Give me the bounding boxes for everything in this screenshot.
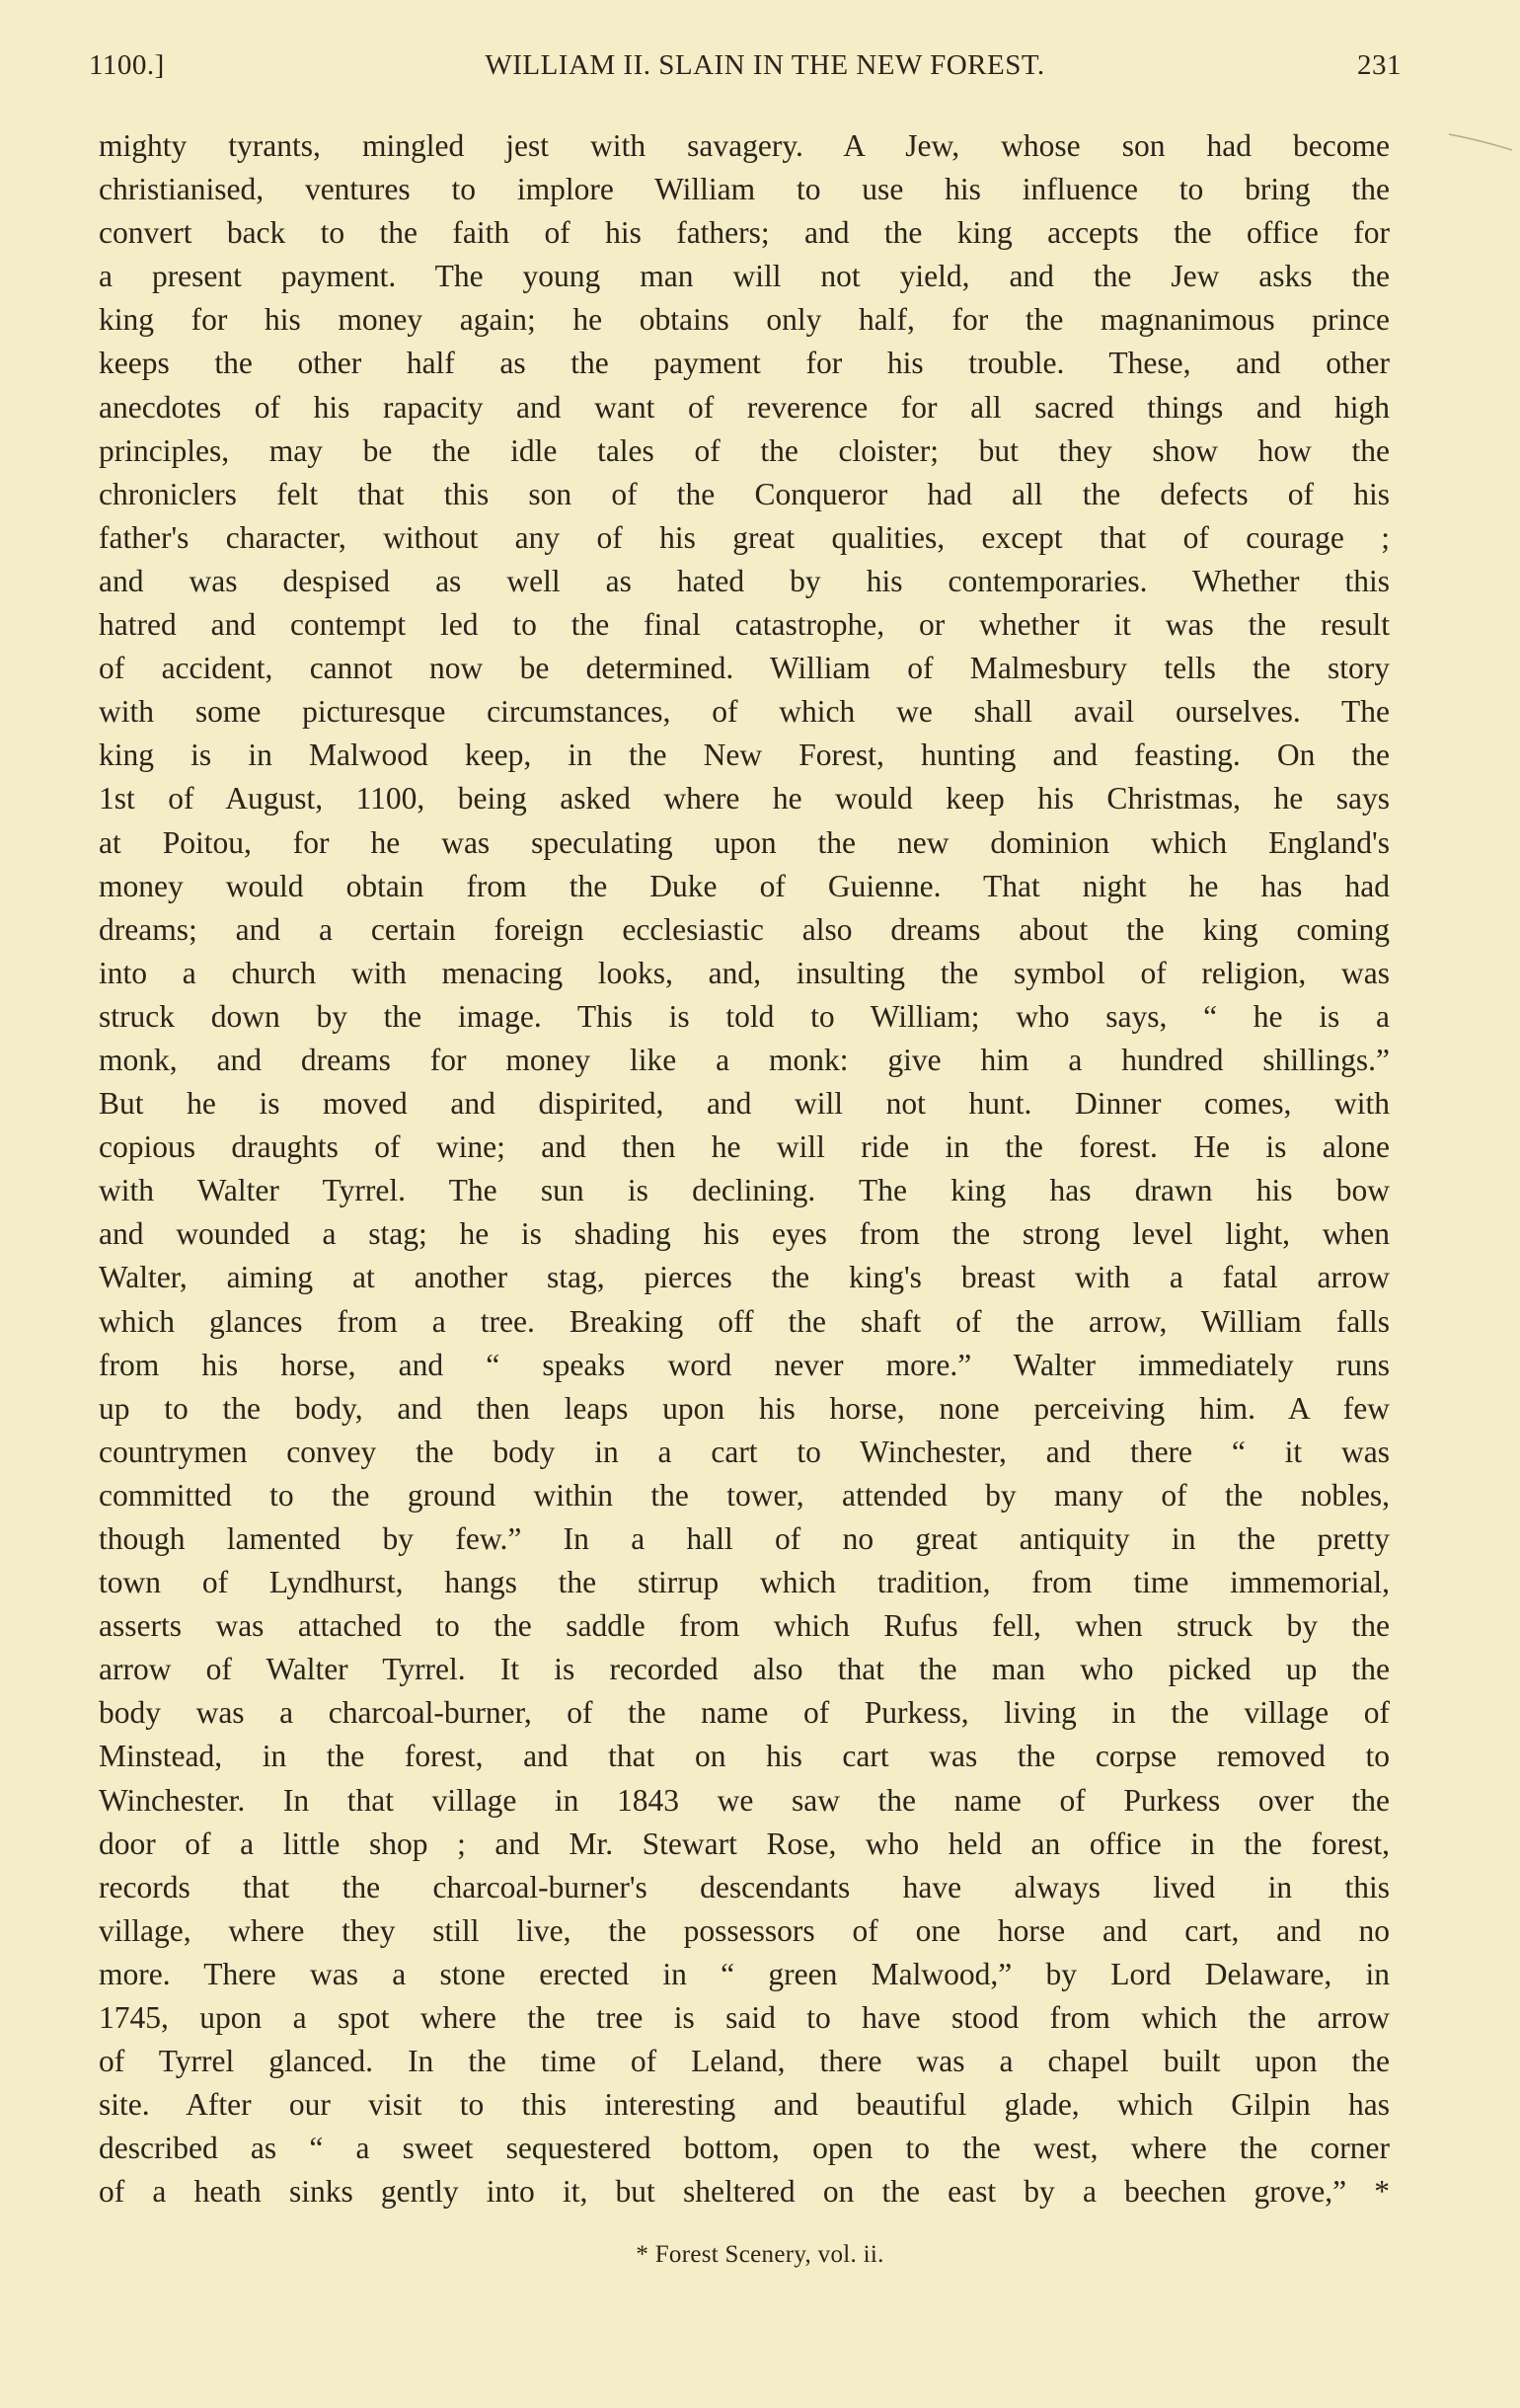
text-line: village, where they still live, the possessors of one horse and cart, and no [99,1912,1390,1948]
text-line: copious draughts of wine; and then he will ride in the forest. He is alone [99,1129,1390,1165]
text-line: with Walter Tyrrel. The sun is declining. The king has drawn his bow [99,1173,1390,1208]
text-line: struck down by the image. This is told to William; who says, “ he is a [99,998,1390,1034]
text-line: described as “ a sweet sequestered bottom, open to the west, where the corner [99,2131,1390,2166]
text-line: 1745, upon a spot where the tree is said to have stood from which the arrow [99,2000,1390,2036]
text-line: But he is moved and dispirited, and will not hunt. Dinner comes, with [99,1086,1390,1122]
text-line: committed to the ground within the tower, attended by many of the nobles, [99,1477,1390,1513]
page-number: 231 [1357,49,1402,81]
text-line: and wounded a stag; he is shading his eyes from the strong level light, when [99,1216,1390,1252]
text-line: dreams; and a certain foreign ecclesiastic also dreams about the king coming [99,911,1390,947]
text-line: father's character, without any of his great qualities, except that of courage ; [99,519,1390,555]
header-date: 1100.] [89,49,165,81]
text-line: a present payment. The young man will not yield, and the Jew asks the [99,259,1390,294]
text-line: hatred and contempt led to the final catastrophe, or whether it was the result [99,607,1390,643]
text-line: countrymen convey the body in a cart to Winchester, and there “ it was [99,1434,1390,1469]
text-line: king for his money again; he obtains only half, for the magnanimous prince [99,302,1390,338]
text-line: site. After our visit to this interesting and beautiful glade, which Gilpin has [99,2087,1390,2123]
text-line: arrow of Walter Tyrrel. It is recorded also that the man who picked up the [99,1652,1390,1687]
text-line: up to the body, and then leaps upon his horse, none perceiving him. A few [99,1390,1390,1426]
text-line: town of Lyndhurst, hangs the stirrup which tradition, from time immemorial, [99,1565,1390,1600]
text-line: of Tyrrel glanced. In the time of Leland, there was a chapel built upon the [99,2044,1390,2079]
text-line: money would obtain from the Duke of Guienne. That night he has had [99,868,1390,903]
body-text [99,124,1390,2214]
text-line: christianised, ventures to implore William to use his influence to bring the [99,172,1390,207]
text-line: Walter, aiming at another stag, pierces the king's breast with a fatal arrow [99,1260,1390,1295]
text-line: anecdotes of his rapacity and want of reverence for all sacred things and high [99,389,1390,425]
footnote: * Forest Scenery, vol. ii. [636,2241,884,2268]
text-line: with some picturesque circumstances, of which we shall avail ourselves. The [99,694,1390,730]
text-line: at Poitou, for he was speculating upon the new dominion which England's [99,824,1390,860]
text-line: king is in Malwood keep, in the New Forest, hunting and feasting. On the [99,738,1390,773]
text-line: keeps the other half as the payment for his trouble. These, and other [99,346,1390,381]
text-line: records that the charcoal-burner's descendants have always lived in this [99,1869,1390,1904]
text-line: from his horse, and “ speaks word never more.” Walter immediately runs [99,1347,1390,1382]
text-line: though lamented by few.” In a hall of no great antiquity in the pretty [99,1521,1390,1556]
text-line: into a church with menacing looks, and, insulting the symbol of religion, was [99,955,1390,990]
text-line: Minstead, in the forest, and that on his cart was the corpse removed to [99,1739,1390,1774]
text-line: principles, may be the idle tales of the cloister; but they show how the [99,432,1390,468]
chapter-title: WILLIAM II. SLAIN IN THE NEW FOREST. [485,49,1045,81]
text-line: asserts was attached to the saddle from which Rufus fell, when struck by the [99,1608,1390,1644]
text-line: more. There was a stone erected in “ green Malwood,” by Lord Delaware, in [99,1956,1390,1991]
text-line: of accident, cannot now be determined. William of Malmesbury tells the story [99,651,1390,686]
text-line: monk, and dreams for money like a monk: give him a hundred shillings.” [99,1042,1390,1077]
text-line: of a heath sinks gently into it, but sheltered on the east by a beechen grove,” * [99,2174,1390,2210]
text-line: body was a charcoal-burner, of the name of Purkess, living in the village of [99,1695,1390,1731]
running-head [89,49,1402,93]
margin-mark-icon [1441,126,1520,156]
text-line: 1st of August, 1100, being asked where he would keep his Christmas, he says [99,781,1390,816]
text-line: chroniclers felt that this son of the Conqueror had all the defects of his [99,476,1390,511]
text-line: and was despised as well as hated by his contemporaries. Whether this [99,563,1390,598]
text-line: which glances from a tree. Breaking off the shaft of the arrow, William falls [99,1303,1390,1339]
text-line: Winchester. In that village in 1843 we saw the name of Purkess over the [99,1782,1390,1818]
text-line: mighty tyrants, mingled jest with savagery. A Jew, whose son had become [99,128,1390,163]
text-line: door of a little shop ; and Mr. Stewart Rose, who held an office in the forest, [99,1825,1390,1861]
text-line: convert back to the faith of his fathers; and the king accepts the office for [99,215,1390,251]
